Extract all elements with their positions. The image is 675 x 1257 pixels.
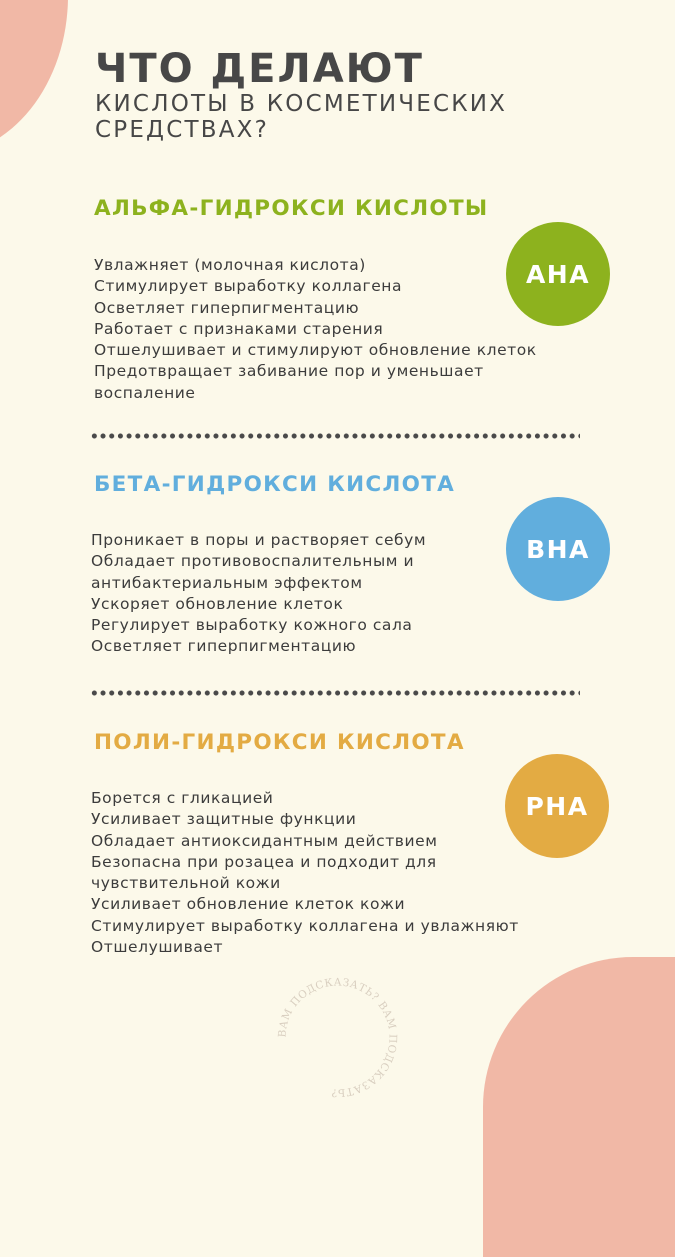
list-item: Стимулирует выработку коллагена	[94, 277, 403, 296]
list-item: Борется с гликацией	[91, 789, 274, 807]
list-item: Регулирует выработку кожного сала	[91, 616, 413, 635]
bha-benefits-list	[91, 530, 461, 658]
page-subtitle: КИСЛОТЫ В КОСМЕТИЧЕСКИХ СРЕДСТВАХ?	[95, 91, 508, 143]
list-item: Усиливает обновление клеток кожи	[91, 895, 406, 914]
section-title-pha: ПОЛИ-ГИДРОКСИ КИСЛОТА	[94, 730, 465, 755]
list-item: Предотвращает забивание пор и уменьшает воспаление	[94, 362, 484, 402]
list-item: Безопасна при розацеа и подходит для чувствительной кожи	[91, 852, 437, 893]
list-item: Обладает противовоспалительным и антибактериальным эффектом	[91, 552, 415, 592]
aha-badge: AHA	[506, 222, 610, 326]
list-item: Работает с признаками старения	[94, 319, 384, 338]
list-item: Стимулирует выработку коллагена и увлажняют	[91, 916, 519, 935]
pha-benefits-list	[91, 788, 551, 958]
watermark-text: ВАМ ПОДСКАЗАТЬ? ВАМ ПОДСКАЗАТЬ?	[276, 976, 399, 1099]
circular-watermark-logo	[270, 970, 405, 1105]
decorative-blob-bottom	[483, 957, 675, 1257]
pha-badge: PHA	[505, 754, 609, 858]
dotted-divider	[90, 433, 580, 439]
list-item: Обладает антиоксидантным действием	[91, 831, 438, 850]
list-item: Увлажняет (молочная кислота)	[94, 256, 366, 274]
list-item: Проникает в поры и растворяет себум	[91, 531, 427, 549]
section-title-bha: БЕТА-ГИДРОКСИ КИСЛОТА	[94, 472, 456, 497]
svg-text:ВАМ ПОДСКАЗАТЬ? ВАМ ПОДСКАЗАТЬ	[276, 976, 398, 1098]
list-item: Отшелушивает и стимулируют обновление клеток	[94, 341, 537, 360]
page-title: ЧТО ДЕЛАЮТ	[95, 46, 424, 92]
bha-badge: BHA	[506, 497, 610, 601]
list-item: Отшелушивает	[91, 938, 224, 957]
decorative-blob-top	[0, 0, 68, 156]
aha-benefits-list	[94, 255, 574, 404]
list-item: Усиливает защитные функции	[91, 810, 357, 829]
list-item: Осветляет гиперпигментацию	[91, 637, 357, 656]
list-item: Осветляет гиперпигментацию	[94, 298, 360, 317]
list-item: Ускоряет обновление клеток	[91, 594, 344, 613]
section-title-aha: АЛЬФА-ГИДРОКСИ КИСЛОТЫ	[94, 196, 489, 221]
dotted-divider	[90, 690, 580, 696]
